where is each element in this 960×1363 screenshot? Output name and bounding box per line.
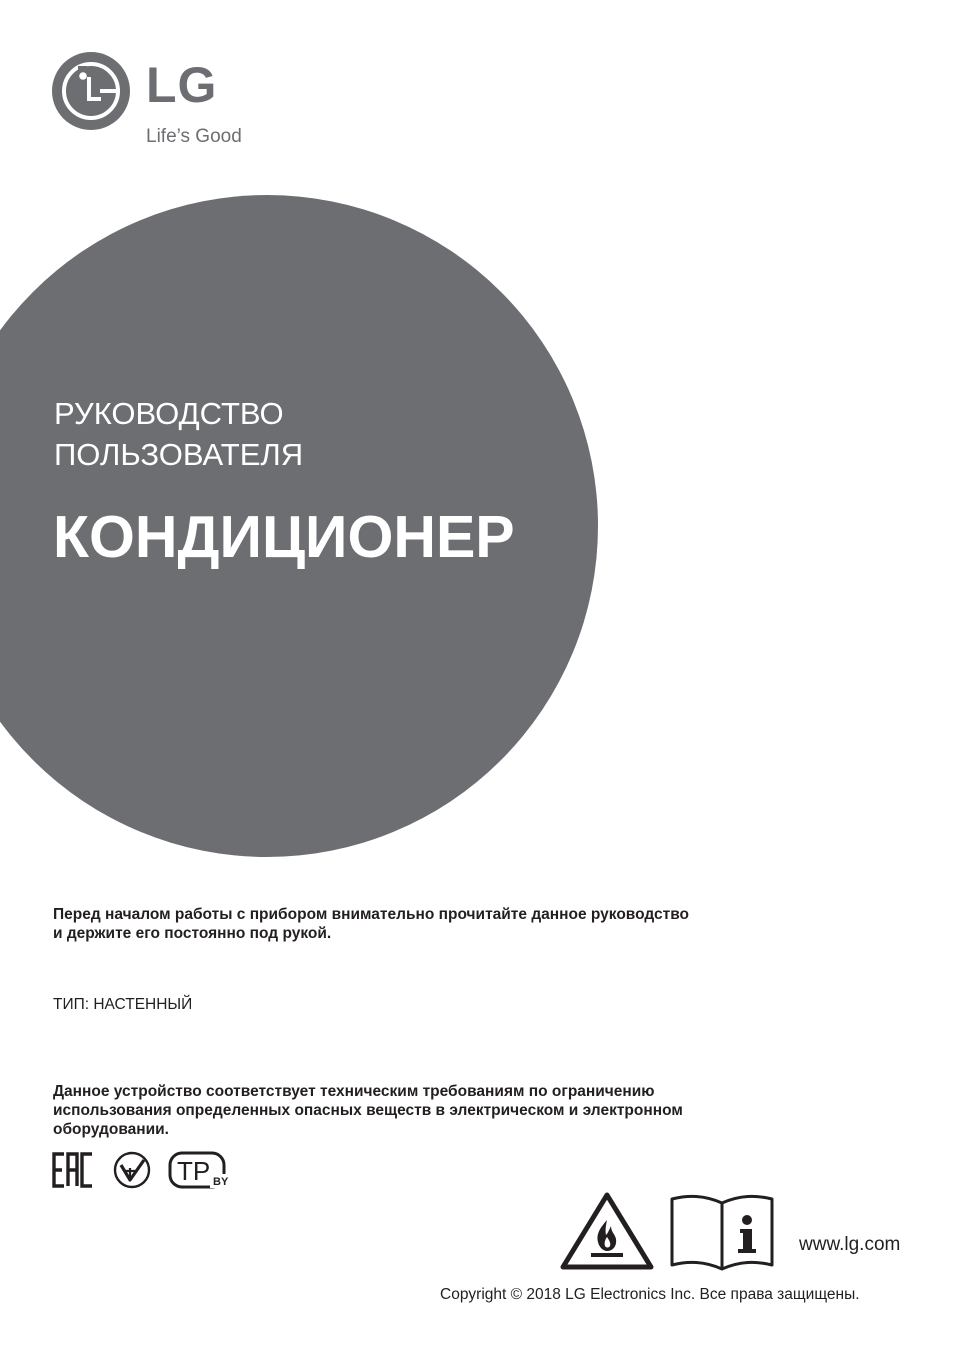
eac-mark-icon	[52, 1150, 96, 1190]
compliance-line3: оборудовании.	[53, 1121, 169, 1138]
product-title: КОНДИЦИОНЕР	[53, 504, 515, 570]
compliance-line1: Данное устройство соответствует техническим требованиям по ограничению	[53, 1083, 655, 1100]
compliance-statement	[53, 1082, 683, 1139]
copyright-notice: Copyright © 2018 LG Electronics Inc. Все права защищены.	[440, 1286, 860, 1303]
guide-title	[54, 393, 303, 475]
ukraine-conformity-icon	[112, 1150, 152, 1190]
notice-line2: и держите его постоянно под рукой.	[53, 925, 332, 942]
compliance-line2: использования определенных опасных веществ в электрическом и электронном	[53, 1102, 683, 1119]
logo-tagline: Life’s Good	[146, 126, 242, 147]
tr-by-mark-icon	[168, 1150, 232, 1190]
website-link[interactable]: www.lg.com	[799, 1234, 901, 1255]
guide-title-line2: ПОЛЬЗОВАТЕЛЯ	[54, 437, 304, 472]
tr-mark-text: TP	[177, 1156, 211, 1186]
unit-type: ТИП: НАСТЕННЫЙ	[53, 996, 193, 1013]
read-before-use-notice	[53, 905, 689, 943]
notice-line1: Перед началом работы с прибором внимательно прочитайте данное руководство	[53, 906, 690, 923]
lg-logo	[52, 52, 252, 152]
flammable-warning-icon	[558, 1190, 656, 1272]
guide-title-line1: РУКОВОДСТВО	[54, 396, 284, 431]
lg-face-icon	[52, 52, 130, 130]
read-manual-info-icon	[668, 1193, 776, 1271]
tr-mark-subtext: BY	[213, 1176, 229, 1188]
logo-wordmark: LG	[146, 57, 218, 113]
